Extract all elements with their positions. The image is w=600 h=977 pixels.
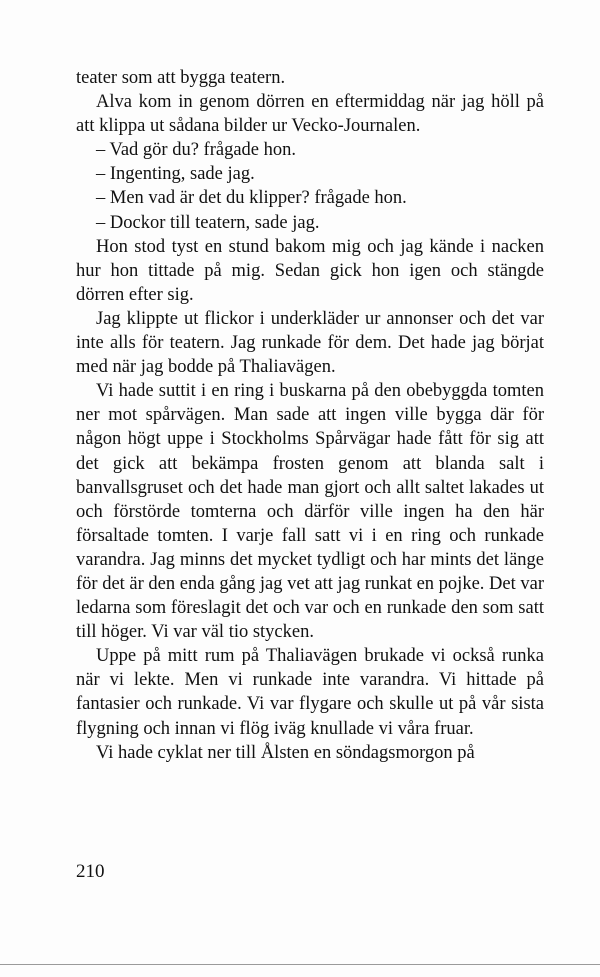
paragraph: Uppe på mitt rum på Thaliavägen brukade vi också runka när vi lekte. Men vi runkade inte varandra. Vi hittade på fantasier och runkade. Vi var flygare och skulle ut på vår sista flygning och innan vi flög iväg knullade vi våra fruar.: [76, 646, 544, 739]
dialogue-line: – Vad gör du? frågade hon.: [96, 140, 297, 161]
dialogue-line: – Ingenting, sade jag.: [96, 164, 255, 185]
dialogue-line: – Men vad är det du klipper? frågade hon.: [96, 188, 407, 209]
paragraph: Hon stod tyst en stund bakom mig och jag kände i nacken hur hon tittade på mig. Sedan gick hon igen och stängde dörren efter sig.: [76, 236, 544, 305]
page-number: 210: [76, 861, 105, 882]
dialogue-line: – Dockor till teatern, sade jag.: [96, 212, 320, 233]
paragraph: Jag klippte ut flickor i underkläder ur annonser och det var inte alls för teatern. Jag runkade för dem. Det hade jag börjat med när jag bodde på Thaliavägen.: [76, 308, 544, 378]
bottom-edge-line: [0, 964, 600, 965]
paragraph: Vi hade cyklat ner till Ålsten en söndagsmorgon på: [96, 742, 475, 763]
body-text: [76, 66, 544, 765]
paragraph-alva-enters: Alva kom in genom dörren en eftermiddag när jag höll på att klippa ut sådana bilder ur Vecko-Journalen.: [76, 92, 544, 137]
paragraph: Vi hade suttit i en ring i buskarna på den obebyggda tomten ner mot spårvägen. Man sade att ingen ville bygga där för någon högt uppe i Stockholms Spårvägar hade fått för sig att det gick att bekämpa frosten genom att blanda salt i banvallsgruset och det hade man gjort och allt saltet lakades ut och förstörde tomterna och därför ville ingen ha den här försaltade tomten. I varje fall satt vi i en ring och runkade varandra. Jag minns det mycket tydligt och har mints det länge för det är den enda gång jag vet att jag runkat en pojke. Det var ledarna som föreslagit det och var och en runkade den som satt till höger. Vi var väl tio stycken.: [76, 381, 544, 643]
paragraph-continuation: teater som att bygga teatern.: [76, 68, 286, 88]
